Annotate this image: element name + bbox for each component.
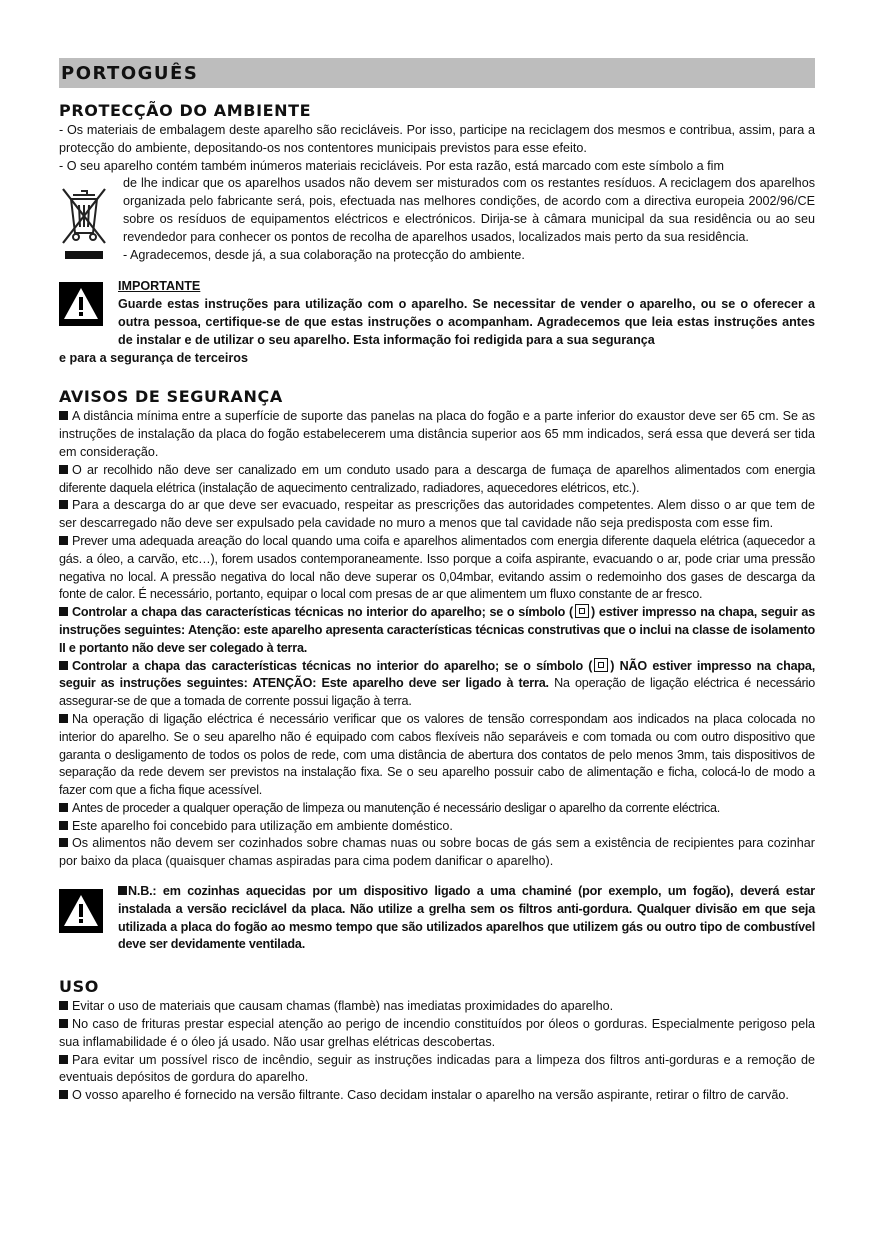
use-title: USO xyxy=(59,977,99,997)
environment-title: PROTECÇÃO DO AMBIENTE xyxy=(59,101,312,120)
bullet-square-icon xyxy=(59,1019,68,1028)
safety-item-2: O ar recolhido não deve ser canalizado em um conduto usado para a descarga de fumaça de aparelhos alimentados com energia diferente daquela elétrica (instalação de aquecimento centralizado, radiadores, aquecedores elétricos, etc.). xyxy=(59,462,815,495)
nb-block xyxy=(59,883,815,954)
nb-text: N.B.: em cozinhas aquecidas por um dispositivo ligado a uma chaminé (por exemplo, um fogão), deverá estar instalada a versão reciclável da placa. Não utilize a grelha sem os filtros anti-gordura. Qualquer divisão em que seja utilizada a placa do fogão ao mesmo tempo que são utilizados aparelhos que utilizem gás ou outro tipo de combustível deve ser devidamente ventilada. xyxy=(118,884,815,952)
class-ii-symbol-icon xyxy=(575,604,589,618)
use-item-2: No caso de frituras prestar especial atenção ao perigo de incendio constituídos por óleos o gorduras. Especialmente perigoso pela sua inflamabilidade é o óleo já usado. Não usar grelhas elétricas descobertas. xyxy=(59,1017,815,1049)
bullet-square-icon xyxy=(59,536,68,545)
environment-paragraph-1: - Os materiais de embalagem deste aparelho são recicláveis. Por isso, participe na reciclagem dos mesmos e contribua, assim, para a protecção do ambiente, depositando-os nos contentores municipais previstos para esse efeito. xyxy=(59,123,815,155)
weee-block xyxy=(59,175,815,264)
safety-item-10: Os alimentos não devem ser cozinhados sobre chamas nuas ou sobre bocas de gás sem a existência de recipientes para cozinhar por baixo da placa (quaisquer chamas aspiradas para cima podem danificar o aparelho). xyxy=(59,836,815,869)
use-item-3: Para evitar um possível risco de incêndio, seguir as instruções indicadas para a limpeza dos filtros anti-gorduras e a remoção de eventuais depósitos de gordura do aparelho. xyxy=(59,1052,815,1085)
safety-item-3: Para a descarga do ar que deve ser evacuado, respeitar as prescrições das autoridades competentes. Alem disso o ar que tem de ser descarregado não deve ser expulsado pela cavidade no muro a menos que tal cavidade não seja predisposta com esse fim. xyxy=(59,498,815,531)
environment-paragraph-2-rest: de lhe indicar que os aparelhos usados não devem ser misturados com os restantes resíduos. A reciclagem dos aparelhos organizada pelo fabricante será, pois, efectuada nas melhores condições, de acordo com a directiva europeia 2002/96/CE sobre os resíduos de equipamentos eléctricos e electrónicos. Dirija-se à câmara municipal da sua residência ou ao seu revendedor para conhecer os pontos de recolha de aparelhos usados, localizados mais perto da sua residência. xyxy=(123,176,815,244)
environment-paragraph-3: - Agradecemos, desde já, a sua colaboração na protecção do ambiente. xyxy=(123,247,525,262)
safety-item-4: Prever uma adequada areação do local quando uma coifa e aparelhos alimentados com energia diferente daquela elétrica (aquecedor a gás. a óleo, a carvão, etc…), forem usados contemporaneamente. Isso porque a coifa aspirante, evacuando o ar, pode criar uma pressão negativa no local. A pressão negativa do local não deve superar os 0,04mbar, evitando assim o redemoinho dos gases de descarga da fonte de calor. É necessário, portanto, equipar o local com presas de ar que alimentem um fluxo constante de ar fresco. xyxy=(59,533,815,602)
language-header: PORTOGUÊS xyxy=(59,58,815,88)
bullet-square-icon xyxy=(59,1055,68,1064)
class-ii-symbol-icon xyxy=(594,658,608,672)
warning-triangle-icon xyxy=(59,889,103,933)
bullet-square-icon xyxy=(59,821,68,830)
bullet-square-icon xyxy=(59,661,68,670)
manual-page xyxy=(59,58,815,1105)
safety-title: AVISOS DE SEGURANÇA xyxy=(59,387,283,407)
crossed-bin-icon xyxy=(59,177,109,265)
safety-item-9: Este aparelho foi concebido para utilização em ambiente doméstico. xyxy=(59,818,815,836)
bullet-square-icon xyxy=(59,1090,68,1099)
bullet-square-icon xyxy=(59,1001,68,1010)
safety-item-6: Controlar a chapa das características técnicas no interior do aparelho; se o símbolo ( ) NÃO estiver impresso na chapa, seguir as instruções seguintes: ATENÇÃO: Este aparelho deve ser ligado à terra. Na operação de ligação eléctrica é necessário assegurar-se de que a tomada de corrente possui ligação à terra. xyxy=(59,658,816,709)
bullet-square-icon xyxy=(59,500,68,509)
bullet-square-icon xyxy=(118,886,127,895)
important-block xyxy=(59,278,815,367)
environment-paragraph-2-first-line: - O seu aparelho contém também inúmeros materiais recicláveis. Por esta razão, está marcado com este símbolo a fim xyxy=(59,158,724,173)
safety-item-7: Na operação di ligação eléctrica é necessário verificar que os valores de tensão correspondam aos indicados na placa colocada no interior do aparelho. Se o seu aparelho não é equipado com cabos flexíveis não separáveis e com tomada ou com outro dispositivo que garanta o desligamento de todos os polos de rede, com uma distância de abertura dos contatos de pelo menos 3mm, tais dispositivos de separação da rede devem ser previstos na instalação fixa. Se o seu aparelho possuir cabo de alimentação e ficha, colocá-lo de modo a fazer com que a ficha fique acessível. xyxy=(59,711,815,798)
safety-item-5: Controlar a chapa das características técnicas no interior do aparelho; se o símbolo ( ) estiver impresso na chapa, seguir as instruções seguintes: Atenção: este aparelho apresenta características técnicas construtivas que o inclui na classe de isolamento II e portanto não deve ser colegado à terra. xyxy=(59,605,815,655)
important-text-end: e para a segurança de terceiros xyxy=(59,350,249,365)
use-item-4: O vosso aparelho é fornecido na versão filtrante. Caso decidam instalar o aparelho na versão aspirante, retirar o filtro de carvão. xyxy=(59,1087,815,1105)
use-item-1: Evitar o uso de materiais que causam chamas (flambè) nas imediatas proximidades do aparelho. xyxy=(59,998,815,1016)
bullet-square-icon xyxy=(59,714,68,723)
warning-triangle-icon xyxy=(59,282,103,326)
safety-item-1: A distância mínima entre a superfície de suporte das panelas na placa do fogão e a parte inferior do exaustor deve ser 65 cm. Se as instruções de instalação da placa do fogão estabelecerem uma distância superior aos 65 mm indicados, será essa que deverá ser tida em consideração. xyxy=(59,409,815,459)
bullet-square-icon xyxy=(59,803,68,812)
important-text: Guarde estas instruções para utilização com o aparelho. Se necessitar de vender o aparelho, ou se o oferecer a outra pessoa, certifique-se de que estas instruções o acompanham. Agradecemos que leia estas instruções antes de instalar e de utilizar o seu aparelho. Esta informação foi redigida para a sua segurança xyxy=(118,297,815,347)
bullet-square-icon xyxy=(59,411,68,420)
bullet-square-icon xyxy=(59,607,68,616)
bullet-square-icon xyxy=(59,465,68,474)
important-title: IMPORTANTE xyxy=(118,279,201,294)
safety-item-8: Antes de proceder a qualquer operação de limpeza ou manutenção é necessário desligar o aparelho da corrente eléctrica. xyxy=(59,800,815,818)
bullet-square-icon xyxy=(59,838,68,847)
